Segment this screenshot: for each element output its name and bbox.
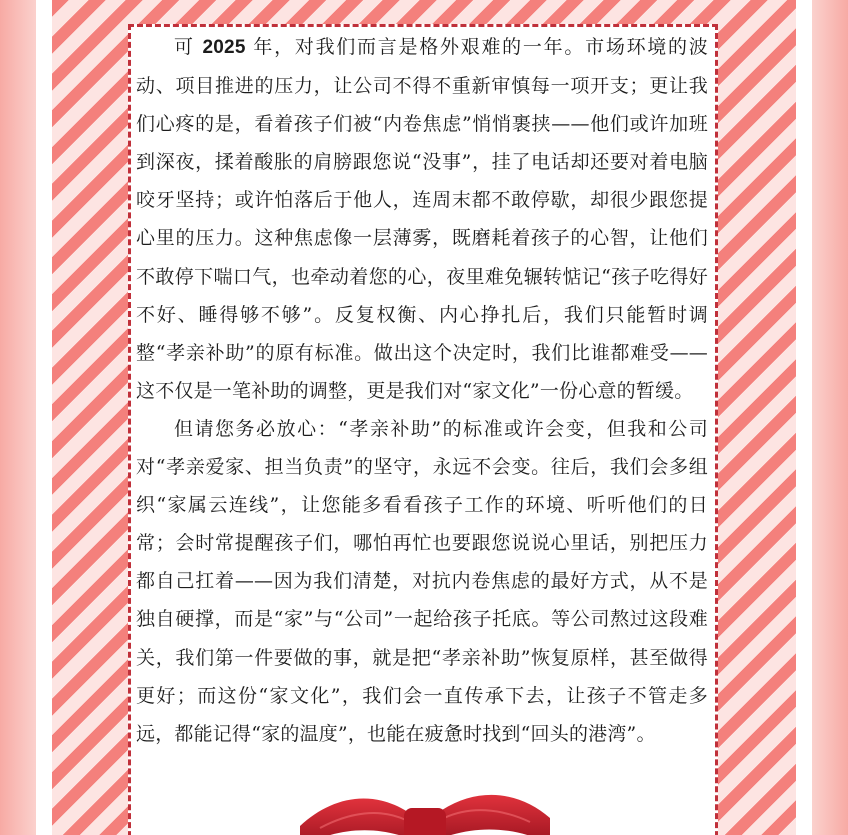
right-pink-edge	[812, 0, 848, 835]
paragraph-1	[136, 28, 708, 410]
letter-body	[136, 28, 708, 753]
left-pink-edge	[0, 0, 36, 835]
red-ribbon-bow-icon	[290, 778, 560, 835]
paragraph-1-text: 年，对我们而言是格外艰难的一年。市场环境的波动、项目推进的压力，让公司不得不重新审慎每一项开支；更让我们心疼的是，看着孩子们被“内卷焦虑”悄悄裹挟——他们或许加班到深夜，揉着酸胀的肩膀跟您说“没事”，挂了电话却还要对着电脑咬牙坚持；或许怕落后于他人，连周末都不敢停歇，却很少跟您提心里的压力。这种焦虑像一层薄雾，既磨耗着孩子的心智，让他们不敢停下喘口气，也牵动着您的心，夜里难免辗转惦记“孩子吃得好不好、睡得够不够”。反复权衡、内心挣扎后，我们只能暂时调整“孝亲补助”的原有标准。做出这个决定时，我们比谁都难受——这不仅是一笔补助的调整，更是我们对“家文化”一份心意的暂缓。	[136, 36, 708, 402]
paragraph-2: 但请您务必放心：“孝亲补助”的标准或许会变，但我和公司对“孝亲爱家、担当负责”的坚守，永远不会变。往后，我们会多组织“家属云连线”，让您能多看看孩子工作的环境、听听他们的日常；会时常提醒孩子们，哪怕再忙也要跟您说说心里话，别把压力都自己扛着——因为我们清楚，对抗内卷焦虑的最好方式，从不是独自硬撑，而是“家”与“公司”一起给孩子托底。等公司熬过这段难关，我们第一件要做的事，就是把“孝亲补助”恢复原样，甚至做得更好；而这份“家文化”，我们会一直传承下去，让孩子不管走多远，都能记得“家的温度”，也能在疲惫时找到“回头的港湾”。	[136, 417, 708, 745]
year-number: 2025	[202, 37, 246, 58]
paragraph-1-lead: 可	[174, 36, 203, 58]
